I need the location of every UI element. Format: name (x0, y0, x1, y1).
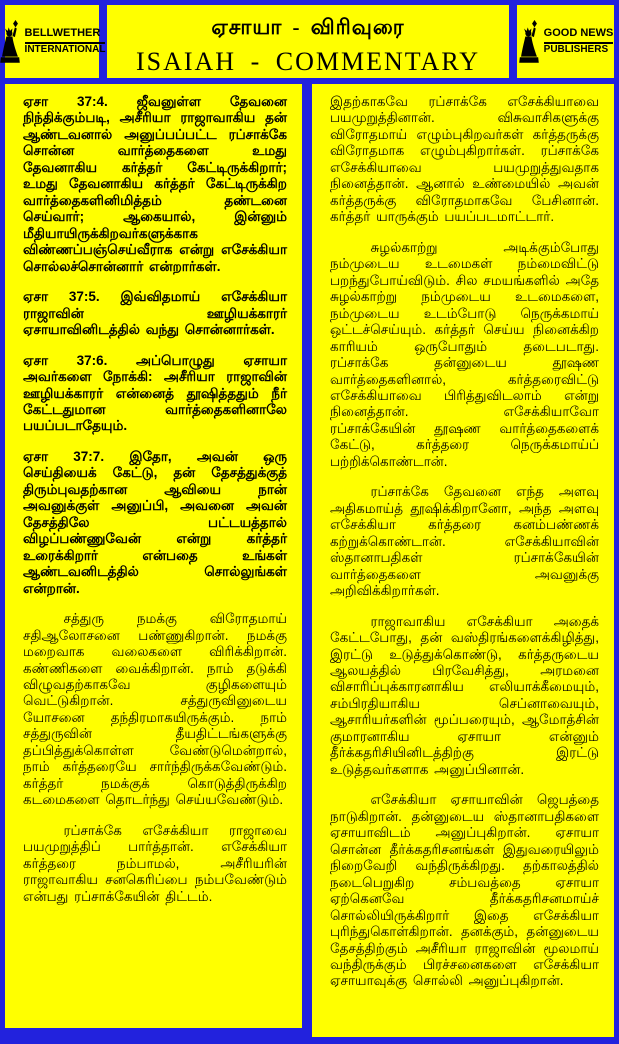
commentary-paragraph: சுழல்காற்று அடிக்கும்போது நம்முடைய உடமைகள் நம்மைவிட்டு பறந்துபோய்விடும். சில சமயங்களில் அதே சுழல்காற்று நம்முடைய உடமைகளை, நம்முடைய உடம்போடு நெருக்கமாய் ஒட்டச்செய்யும். கர்த்தர் செய்ய நினைக்கிற காரியம் ஒருபோதும் தடைபடாது. ரப்சாக்கே தன்னுடைய தூஷண வார்த்தைகளினால், கர்த்தரைவிட்டு எசேக்கியாவை பிரித்துவிடலாம் என்று நினைத்தான். எசேக்கியாவோ ரப்சாக்கேயின் தூஷண வார்த்தைகளைக் கேட்டு, கர்த்தரை நெருக்கமாய்ப் பற்றிக்கொண்டான். (330, 239, 599, 469)
page-title-english: ISAIAH - COMMENTARY (135, 47, 481, 76)
bellwether-logo-line2: INTERNATIONAL (24, 43, 106, 55)
statue-of-liberty-icon (518, 18, 540, 66)
good-news-publishers-logo (517, 5, 614, 78)
statue-of-liberty-icon (0, 18, 21, 66)
verse-paragraph: ஏசா 37:5. இவ்விதமாய் எசேக்கியா ராஜாவின் ஊழியக்காரர் ஏசாயாவினிடத்தில் வந்து சொன்னார்கள். (23, 289, 287, 338)
commentary-paragraph: ரப்சாக்கே தேவனை எந்த அளவு அதிகமாய்த் தூஷிக்கிறானோ, அந்த அளவு எசேக்கியா கர்த்தரை கனம்பண்ணக் கற்றுக்கொண்டான். எசேக்கியாவின் ஸ்தானாபதிகள் ரப்சாக்கேயின் வார்த்தைகளை அவனுக்கு அறிவிக்கிறார்கள். (330, 484, 599, 599)
bellwether-logo (5, 5, 106, 78)
title-box (107, 5, 509, 78)
page-title-tamil: ஏசாயா - விரிவுரை (211, 15, 405, 39)
left-column (5, 84, 302, 1028)
good-news-logo-line2: PUBLISHERS (543, 43, 609, 55)
verse-paragraph: ஏசா 37:6. அப்பொழுது ஏசாயா அவர்களை நோக்கி: அசீரியா ராஜாவின் ஊழியக்காரர் என்னைத் தூஷித்ததும் நீர் கேட்டதுமான வார்த்தைகளினாலே பயப்படாதேயும். (23, 352, 287, 434)
commentary-paragraph: சத்துரு நமக்கு விரோதமாய் சதிஆலோசனை பண்ணுகிறான். நமக்கு மறைவாக வலைகளை விரிக்கிறான். கண்ணிகளை வைக்கிறான். நாம் தடுக்கி விழுவதற்காகவே குழிகளையும் வெட்டுகிறான். சத்துருவினுடைய யோசனை தந்திரமாகயிருக்கும். நாம் சத்துருவின் தீயதிட்டங்களுக்கு தப்பித்துக்கொள்ள வேண்டுமென்றால், நாம் கர்த்தரையே சார்ந்திருக்கவேண்டும். கர்த்தர் நமக்குக் கொடுத்திருக்கிற கடமைகளை தொடர்ந்து செய்யவேண்டும். (23, 611, 287, 808)
verse-paragraph: ஏசா 37:7. இதோ, அவன் ஒரு செய்தியைக் கேட்டு, தன் தேசத்துக்குத் திரும்புவதற்கான ஆவியை நான் அவனுக்குள் அனுப்பி, அவனை அவன் தேசத்திலே பட்டயத்தால் விழப்பண்ணுவேன் என்று கர்த்தர் உரைக்கிறார் என்பதை உங்கள் ஆண்டவனிடத்தில் சொல்லுங்கள் என்றான். (23, 448, 287, 596)
commentary-paragraph: இதற்காகவே ரப்சாக்கே எசேக்கியாவை பயமுறுத்தினான். விசுவாசிகளுக்கு விரோதமாய் எழும்புகிறவர்கள் கர்த்தருக்கு விரோதமாக எழும்புகிறார்கள். ரப்சாக்கே எசேக்கியாவை பயமுறுத்துவதாக நினைத்தான். ஆனால் உண்மையில் அவன் கர்த்தருக்கு விரோதமாகவே பேசினான். கர்த்தர் யாருக்கும் பயப்படமாட்டார். (330, 94, 599, 225)
commentary-paragraph: ரப்சாக்கே எசேக்கியா ராஜாவை பயமுறுத்திப் பார்த்தான். எசேக்கியா கர்த்தரை நம்பாமல், அசீரியரின் ராஜாவாகிய சனகெரிப்பை நம்பவேண்டும் என்பது ரப்சாக்கேயின் திட்டம். (23, 822, 287, 904)
commentary-paragraph: எசேக்கியா ஏசாயாவின் ஜெபத்தை நாடுகிறான். தன்னுடைய ஸ்தானாபதிகளை ஏசாயாவிடம் அனுப்புகிறான். ஏசாயா சொன்ன தீர்க்கதரிசனங்கள் இதுவரையிலும் நிறைவேறி வந்திருக்கிறது. தற்காலத்தில் நடைபெறுகிற சம்பவத்தை ஏசாயா ஏற்கெனவே தீர்க்கதரிசனமாய்ச் சொல்லியிருக்கிறார் இதை எசேக்கியா புரிந்துகொள்கிறான். தனக்கும், தன்னுடைய தேசத்திற்கும் அசீரியா ராஜாவின் மூலமாய் வந்திருக்கும் பிரச்சனைகளை எசேக்கியா ஏசாயாவுக்கு சொல்லி அனுப்புகிறான். (330, 792, 599, 989)
good-news-logo-line1: GOOD NEWS (544, 27, 614, 44)
bellwether-logo-line1: BELLWETHER (25, 27, 106, 44)
right-column (312, 84, 614, 1037)
commentary-paragraph: ராஜாவாகிய எசேக்கியா அதைக் கேட்டபோது, தன் வஸ்திரங்களைக்கிழித்து, இரட்டு உடுத்துக்கொண்டு, கர்த்தருடைய ஆலயத்தில் பிரவேசித்து, அரமனை விசாரிப்புக்காரனாகிய எலியாக்கீமையும், சம்பிரதியாகிய செப்னாவையும், ஆசாரியர்களின் மூப்பரையும், ஆமோத்சின் குமாரனாகிய ஏசாயா என்னும் தீர்க்கதரிசியினிடத்திற்கு இரட்டு உடுத்தவர்களாக அனுப்பினான். (330, 613, 599, 777)
verse-paragraph: ஏசா 37:4. ஜீவனுள்ள தேவனை நிந்திக்கும்படி, அசீரியா ராஜாவாகிய தன் ஆண்டவனால் அனுப்பப்பட்ட ரப்சாக்கே சொன்ன வார்த்தைகளை உமது தேவனாகிய கர்த்தர் கேட்டிருக்கிறார்; உமது தேவனாகிய கர்த்தர் கேட்டிருக்கிற வார்த்தைகளினிமித்தம் தண்டனை செய்வார்; ஆகையால், இன்னும் மீதியாயிருக்கிறவர்களுக்காக விண்ணப்பஞ்செய்வீராக என்று எசேக்கியா சொல்லச்சொன்னார் என்றார்கள். (23, 94, 287, 274)
